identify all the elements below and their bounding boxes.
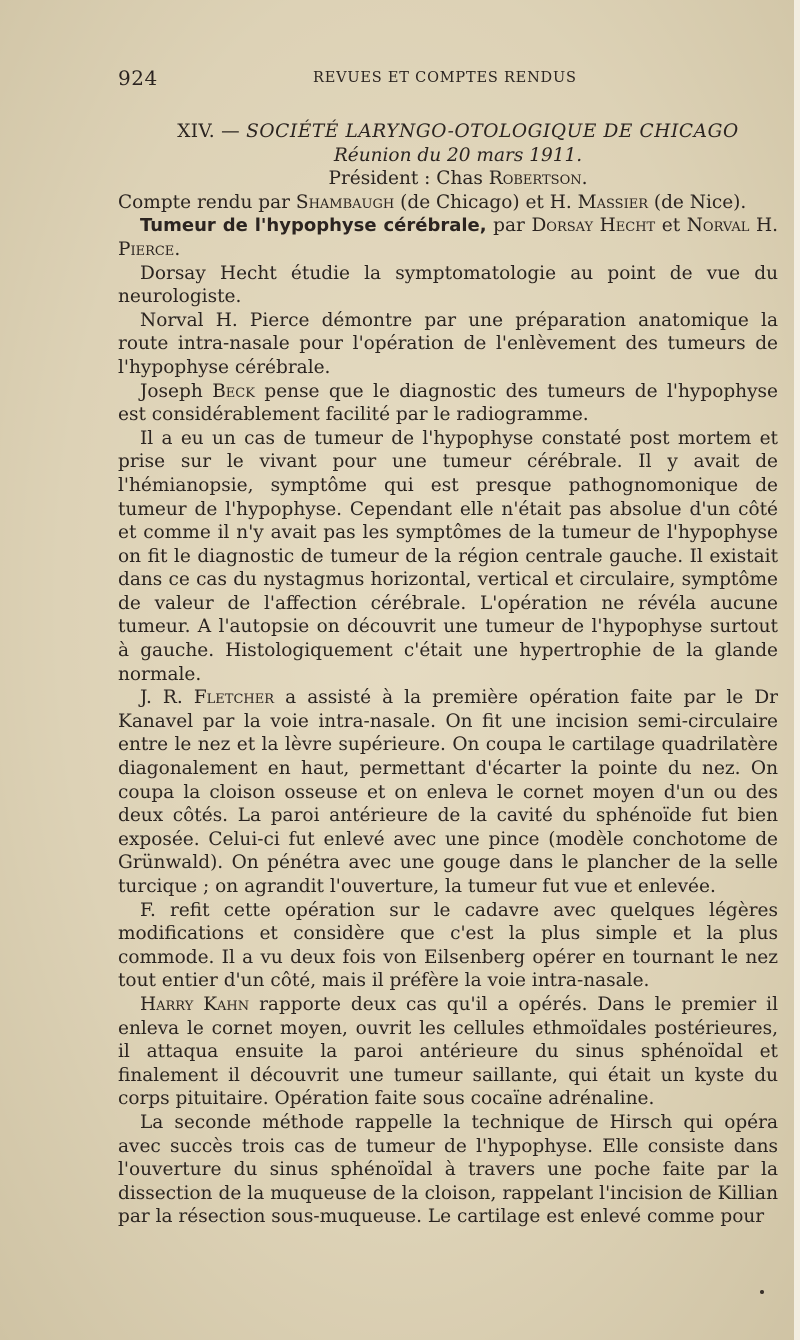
- paragraph-6: F. refit cette opération sur le cadavre avec quelques légères modifications et considère que c'est la plus simple et la plus commode. Il a vu deux fois von Eilsenberg opérer en tournant le nez tout entier d'un côté, mais il préfère la voie intra-nasale.: [118, 899, 778, 992]
- report-line: [118, 191, 778, 215]
- article-and: et: [661, 215, 681, 237]
- page-header: [118, 66, 778, 96]
- paragraph-7: [118, 993, 778, 1111]
- article-end: .: [174, 238, 181, 260]
- section-title-text: SOCIÉTÉ LARYNGO-OTOLOGIQUE DE CHICAGO: [246, 121, 739, 142]
- paragraph-8: La seconde méthode rappelle la technique de Hirsch qui opéra avec succès trois cas de tumeur de l'hypophyse. Elle consiste dans l'ouverture du sinus sphénoïdal à travers une poche faite par la dissection de la muqueuse de la cloison, rappelant l'incision de Killian par la résection sous-muqueuse. Le cartilage est enlevé comme pour: [118, 1111, 778, 1228]
- p7-name: Harry Kahn: [140, 993, 250, 1015]
- page-edge: [794, 0, 800, 1340]
- paragraph-1: Dorsay Hecht étudie la symptomatologie au point de vue du neurologiste.: [118, 262, 778, 308]
- running-head: REVUES ET COMPTES RENDUS: [313, 70, 577, 86]
- section-title: [118, 120, 778, 144]
- paragraph-2: Norval H. Pierce démontre par une préparation anatomique la route intra-nasale pour l'opération de l'enlèvement des tumeurs de l'hypophyse cérébrale.: [118, 309, 778, 378]
- page-body: [118, 120, 778, 1229]
- president-name: Robertson.: [488, 168, 588, 190]
- paragraph-3: [118, 380, 778, 427]
- page-number: 924: [118, 66, 158, 90]
- section-number: XIV. —: [177, 121, 240, 142]
- report-author-2: Massier: [577, 191, 648, 213]
- p3-name: Beck: [212, 380, 255, 402]
- report-author-1: Shambaugh: [295, 191, 395, 213]
- report-prefix: Compte rendu par: [118, 191, 291, 213]
- p5-prefix: J. R.: [140, 687, 183, 709]
- paragraph-5: [118, 686, 778, 898]
- paragraph-4: Il a eu un cas de tumeur de l'hypophyse constaté post mortem et prise sur le vivant pour une tumeur cérébrale. Il y avait de l'hémianopsie, symptôme qui est presque pathognomonique de tumeur de l'hypophyse. Cependant elle n'était pas absolue d'un côté et comme il n'y avait pas les symptômes de la tumeur de l'hypophyse on fit le diagnostic de tumeur de la région centrale gauche. Il existait dans ce cas du nystagmus horizontal, vertical et circulaire, symptôme de valeur de l'affection cérébrale. L'opération ne révéla aucune tumeur. A l'autopsie on découvrit une tumeur de l'hypophyse surtout à gauche. Histologiquement c'était une hypertrophie de la glande normale.: [118, 427, 778, 685]
- report-middle: (de Chicago) et H.: [400, 191, 572, 213]
- meeting-date: Réunion du 20 mars 1911.: [333, 144, 583, 166]
- p7-text: rapporte deux cas qu'il a opérés. Dans le premier il enleva le cornet moyen, ouvrit les cellules ethmoïdales postérieures, il attaqua ensuite la paroi antérieure du sinus sphénoïdal et finalement il découvrit une tumeur saillante, qui était un kyste du corps pituitaire. Opération faite sous cocaïne adrénaline.: [118, 993, 779, 1110]
- p3-prefix: Joseph: [140, 380, 203, 402]
- article-by: par: [493, 215, 525, 237]
- report-suffix: (de Nice).: [653, 191, 747, 213]
- article-title: Tumeur de l'hypophyse cérébrale,: [140, 215, 487, 237]
- p5-text: a assisté à la première opération faite par le Dr Kanavel par la voie intra-nasale. On fit une incision semi-circulaire entre le nez et la lèvre supérieure. On coupa le cartilage quadrilatère diagonalement en haut, permettant d'écarter la pointe du nez. On coupa la cloison osseuse et on enleva le cornet moyen d'un ou des deux côtés. La paroi antérieure de la cavité du sphénoïde fut bien exposée. Celui-ci fut enlevé avec une pince (modèle conchotome de Grünwald). On pénétra avec une gouge dans le plancher de la selle turcique ; on agrandit l'ouverture, la tumeur fut vue et enlevée.: [118, 687, 778, 897]
- president-label: Président : Chas: [328, 168, 483, 190]
- article-author-2: Norval H. Pierce: [118, 215, 778, 260]
- ink-spot: [760, 1290, 764, 1294]
- article-author-1: Dorsay Hecht: [531, 215, 656, 237]
- article-heading: [118, 214, 778, 261]
- p3-text: pense que le diagnostic des tumeurs de l'hypophyse est considérablement facilité par le radiogramme.: [118, 380, 778, 426]
- p5-name: Fletcher: [193, 687, 275, 709]
- president-line: [118, 167, 778, 191]
